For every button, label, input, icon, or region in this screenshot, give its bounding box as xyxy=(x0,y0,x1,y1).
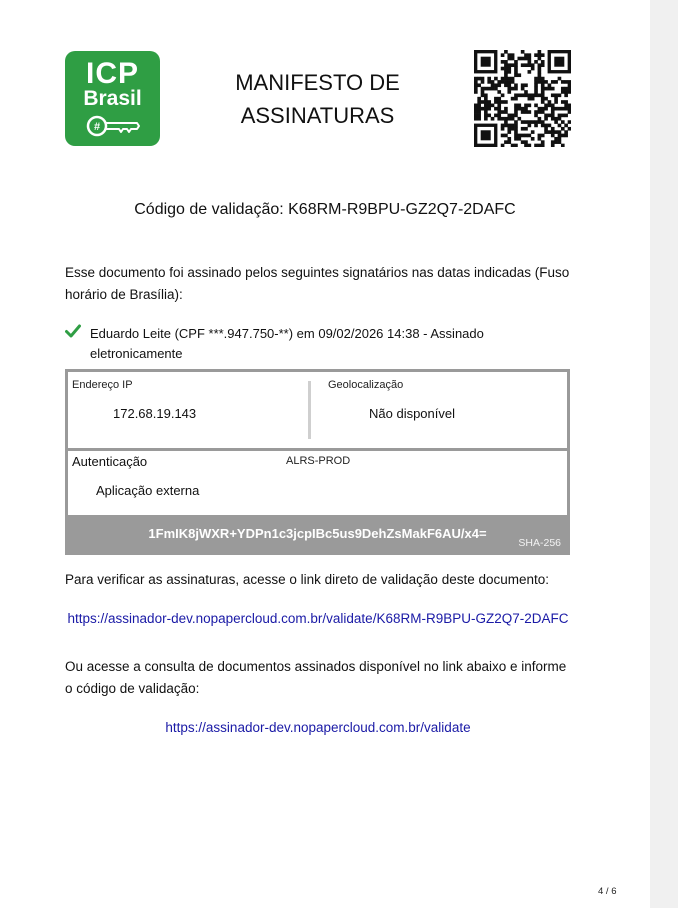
hash-algorithm: SHA-256 xyxy=(518,537,561,549)
direct-validation-link[interactable]: https://assinador-dev.nopapercloud.com.br/validate/K68RM-R9BPU-GZ2Q7-2DAFC xyxy=(67,611,569,626)
document-title: MANIFESTO DE ASSINATURAS xyxy=(235,70,400,128)
logo-line-1: ICP xyxy=(85,57,139,90)
validation-code: Código de validação: K68RM-R9BPU-GZ2Q7-2DAFC xyxy=(134,201,516,218)
check-icon xyxy=(65,324,81,338)
alternative-instructions: Ou acesse a consulta de documentos assinados disponível no link abaixo e informe o código de validação: xyxy=(65,659,567,696)
column-divider xyxy=(308,381,311,439)
signature-details-box xyxy=(65,369,570,555)
document-hash: 1FmIK8jWXR+YDPn1c3jcpIBc5us9DehZsMakF6AU/x4= xyxy=(148,526,487,541)
auth-value: Aplicação externa xyxy=(96,483,200,498)
geo-label: Geolocalização xyxy=(328,379,404,391)
viewer-side-panel xyxy=(650,0,678,908)
ip-label: Endereço IP xyxy=(72,379,133,391)
environment-label: ALRS-PROD xyxy=(286,455,351,467)
ip-value: 172.68.19.143 xyxy=(113,406,197,421)
qr-code xyxy=(474,50,571,147)
validation-portal-link[interactable]: https://assinador-dev.nopapercloud.com.br/validate xyxy=(165,720,471,735)
logo-line-2: Brasil xyxy=(83,87,142,110)
signer-entry: Eduardo Leite (CPF ***.947.750-**) em 09/02/2026 14:38 - Assinado eletronicamente xyxy=(90,326,484,361)
svg-text:#: # xyxy=(93,121,101,133)
geo-value: Não disponível xyxy=(369,406,455,421)
intro-text: Esse documento foi assinado pelos seguintes signatários nas datas indicadas (Fuso horário de Brasília): xyxy=(65,265,570,302)
icp-brasil-logo xyxy=(65,51,160,146)
page-indicator: 4 / 6 xyxy=(598,886,617,897)
auth-label: Autenticação xyxy=(72,454,148,469)
hash-bar xyxy=(68,515,567,552)
verify-instructions: Para verificar as assinaturas, acesse o link direto de validação deste documento: xyxy=(65,572,550,587)
key-icon xyxy=(85,113,141,139)
row-divider xyxy=(68,448,567,451)
